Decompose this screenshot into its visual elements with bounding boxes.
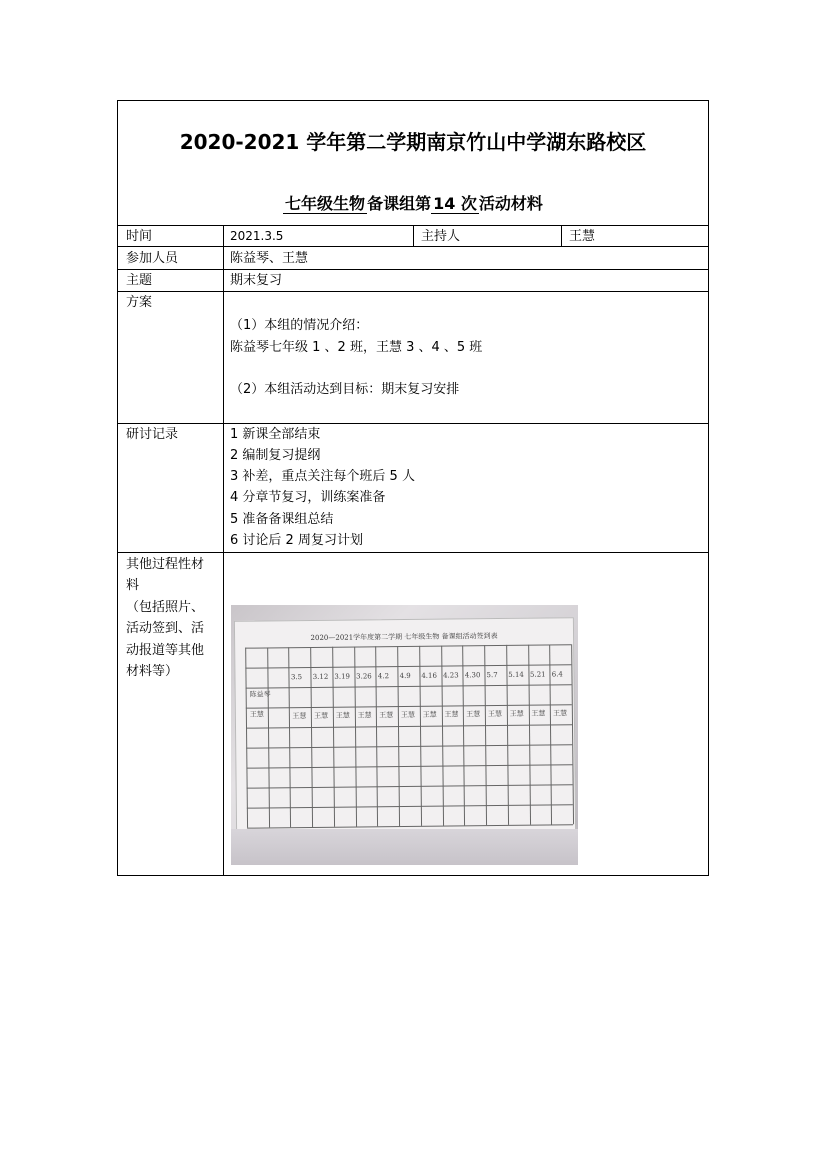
signature-mark: 王慧 bbox=[444, 710, 459, 719]
plan-line: （1）本组的情况介绍： bbox=[230, 318, 369, 333]
subtitle-end: 活动材料 bbox=[478, 194, 543, 213]
row-divider bbox=[118, 423, 708, 424]
row-divider bbox=[118, 552, 708, 553]
session-number: 14 次 bbox=[433, 194, 477, 213]
discussion-item: 4 分章节复习，训练案准备 bbox=[230, 490, 386, 505]
plan-line: 陈益琴七年级 1 、2 班，王慧 3 、4 、5 班 bbox=[230, 340, 483, 355]
discussion-label: 研讨记录 bbox=[126, 427, 179, 442]
subject-group: 七年级生物 bbox=[285, 194, 366, 213]
other-label-line: （包括照片、 bbox=[126, 600, 205, 615]
row-divider bbox=[118, 246, 708, 247]
topic-label: 主题 bbox=[126, 273, 153, 288]
signature-mark: 王慧 bbox=[314, 711, 329, 720]
signature-mark: 王慧 bbox=[422, 710, 437, 719]
sign-in-sheet-title: 2020—2021学年度第二学期 七年级生物 备课组活动签到表 bbox=[310, 632, 498, 642]
discussion-item: 1 新课全部结束 bbox=[230, 427, 321, 442]
discussion-item: 6 讨论后 2 周复习计划 bbox=[230, 533, 363, 548]
sheet-grid-row-line bbox=[245, 664, 571, 668]
other-label-line: 活动签到、活 bbox=[126, 621, 205, 636]
other-label-line: 其他过程性材 bbox=[126, 557, 205, 572]
signature-date: 4.2 bbox=[377, 672, 390, 681]
signature-mark: 王慧 bbox=[292, 712, 307, 721]
signature-date: 5.14 bbox=[508, 670, 524, 679]
other-label-line: 料 bbox=[126, 578, 140, 593]
other-label-line: 动报道等其他 bbox=[126, 643, 205, 658]
signature-date: 3.12 bbox=[312, 672, 329, 681]
column-divider bbox=[561, 225, 562, 246]
signature-mark: 王慧 bbox=[335, 711, 350, 720]
sheet-grid-row-line bbox=[247, 804, 573, 808]
signature-date: 6.4 bbox=[551, 670, 563, 679]
signature-date: 3.19 bbox=[334, 672, 351, 681]
sheet-grid-col-line bbox=[267, 647, 270, 827]
signature-date: 4.30 bbox=[464, 671, 481, 680]
photo-background bbox=[231, 829, 578, 865]
signature-date: 4.23 bbox=[443, 671, 459, 680]
signature-date: 4.16 bbox=[421, 671, 437, 680]
sheet-grid-row-line bbox=[246, 724, 572, 728]
row-divider bbox=[118, 291, 708, 292]
sheet-grid-row-line bbox=[245, 644, 571, 648]
column-divider bbox=[413, 225, 414, 246]
sheet-grid-row-line bbox=[246, 744, 572, 748]
signature-mark: 王慧 bbox=[531, 709, 546, 718]
time-label: 时间 bbox=[126, 229, 153, 244]
sheet-grid-row-line bbox=[247, 784, 573, 788]
host-value: 王慧 bbox=[569, 229, 596, 244]
signature-date: 3.5 bbox=[290, 673, 303, 682]
sheet-grid-row-line bbox=[247, 824, 573, 828]
sheet-grid-col-line bbox=[571, 644, 574, 824]
signature-date: 5.21 bbox=[529, 670, 546, 679]
signature-date: 3.26 bbox=[356, 672, 372, 681]
host-label: 主持人 bbox=[421, 229, 461, 244]
subtitle-mid: 备课组第 bbox=[367, 194, 432, 213]
participants-label: 参加人员 bbox=[126, 251, 179, 266]
time-value: 2021.3.5 bbox=[230, 229, 284, 243]
sheet-grid-row-line bbox=[246, 764, 572, 768]
sign-in-sheet-paper bbox=[234, 617, 576, 835]
row-divider bbox=[118, 269, 708, 270]
discussion-item: 3 补差，重点关注每个班后 5 人 bbox=[230, 469, 415, 484]
discussion-item: 5 准备备课组总结 bbox=[230, 512, 334, 527]
signature-mark: 王慧 bbox=[509, 709, 524, 718]
sign-in-sheet-photo bbox=[231, 605, 578, 865]
document-title: 2020-2021 学年第二学期南京竹山中学湖东路校区 bbox=[179, 130, 647, 154]
plan-label: 方案 bbox=[126, 295, 153, 310]
signature-mark: 王慧 bbox=[553, 709, 568, 718]
document-subtitle bbox=[118, 191, 708, 217]
column-divider bbox=[223, 225, 224, 876]
sheet-grid-col-line bbox=[245, 648, 248, 828]
signature-mark: 王慧 bbox=[357, 711, 372, 720]
sign-in-sheet-grid bbox=[245, 644, 573, 827]
signature-mark: 王慧 bbox=[400, 710, 416, 720]
signature-name: 陈益琴 bbox=[249, 690, 271, 699]
participants-value: 陈益琴、王慧 bbox=[230, 251, 309, 266]
signature-mark: 王慧 bbox=[487, 709, 502, 719]
other-label-line: 材料等） bbox=[126, 664, 179, 679]
signature-date: 4.9 bbox=[399, 671, 411, 681]
topic-value: 期末复习 bbox=[230, 273, 283, 288]
signature-name: 王慧 bbox=[249, 710, 264, 719]
plan-line: （2）本组活动达到目标：期末复习安排 bbox=[230, 382, 460, 397]
signature-date: 5.7 bbox=[486, 671, 498, 680]
discussion-item: 2 编制复习提纲 bbox=[230, 448, 321, 463]
signature-mark: 王慧 bbox=[379, 711, 394, 720]
sheet-grid-row-line bbox=[246, 684, 572, 688]
activity-record-table bbox=[117, 100, 709, 876]
signature-mark: 王慧 bbox=[466, 710, 481, 719]
